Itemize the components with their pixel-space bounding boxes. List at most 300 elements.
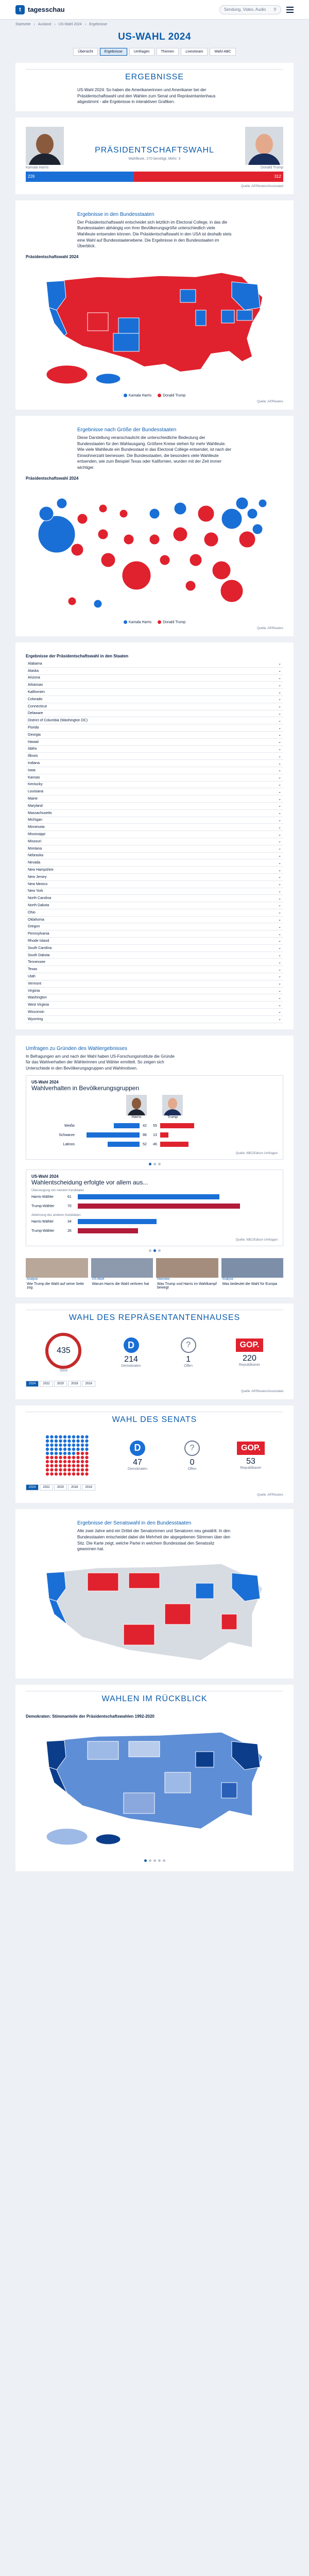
source-note: Quelle: AP/Reuters/Associated — [241, 184, 283, 188]
legend-dem: Kamala Harris — [124, 394, 151, 397]
state-bubble[interactable] — [99, 504, 107, 513]
year-tab[interactable]: 2024 — [26, 1484, 39, 1490]
senate-seat — [46, 1448, 49, 1451]
state-row[interactable] — [26, 1016, 283, 1023]
state-row[interactable] — [26, 767, 283, 774]
year-tab[interactable]: 2018 — [68, 1381, 81, 1387]
chevron-down-icon[interactable]: ⌄ — [278, 918, 281, 922]
state-row[interactable] — [26, 895, 283, 902]
state-row[interactable] — [26, 994, 283, 1002]
poll-row — [31, 1201, 278, 1211]
chevron-down-icon[interactable]: ⌄ — [278, 769, 281, 773]
section-title: WAHLEN IM RÜCKBLICK — [26, 1691, 283, 1709]
chevron-down-icon[interactable]: ⌄ — [278, 776, 281, 780]
state-row[interactable] — [26, 867, 283, 874]
senate-seat — [67, 1468, 71, 1471]
dem-value: 52 — [143, 1142, 147, 1146]
state-bubble[interactable] — [77, 514, 88, 524]
carousel-dots[interactable] — [26, 1163, 283, 1165]
gop-icon: GOP. — [236, 1338, 264, 1352]
senate-seat — [85, 1452, 88, 1455]
chevron-down-icon[interactable]: ⌄ — [278, 825, 281, 829]
state-name: Alabama — [28, 662, 42, 666]
state-name: Alaska — [28, 669, 39, 673]
state-bubble[interactable] — [252, 524, 263, 534]
state-bubble[interactable] — [124, 534, 134, 545]
state-name: Kansas — [28, 775, 40, 779]
carousel-dots[interactable] — [26, 1249, 283, 1252]
gop-icon: GOP. — [237, 1442, 265, 1455]
senate-seat — [72, 1460, 75, 1463]
senate-seat — [55, 1464, 58, 1467]
article-teaser[interactable]: Analyse Wie Trump die Wahl auf seine Seite zog — [26, 1258, 88, 1291]
state-name: Pennsylvania — [28, 932, 49, 936]
chevron-down-icon[interactable]: ⌄ — [278, 854, 281, 858]
breadcrumb-item[interactable]: US-Wahl 2024 — [58, 23, 82, 26]
chevron-down-icon[interactable]: ⌄ — [278, 960, 281, 964]
chevron-down-icon[interactable]: ⌄ — [278, 889, 281, 893]
senate-seat — [59, 1460, 62, 1463]
state-name: Iowa — [28, 768, 36, 772]
senate-seat — [59, 1464, 62, 1467]
state-bubble[interactable] — [119, 510, 128, 518]
search-placeholder: Sendung, Video, Audio — [224, 7, 266, 12]
state-row[interactable] — [26, 831, 283, 838]
chevron-down-icon[interactable]: ⌄ — [278, 683, 281, 687]
chevron-down-icon[interactable]: ⌄ — [278, 946, 281, 951]
chevron-down-icon[interactable]: ⌄ — [278, 740, 281, 744]
chevron-down-icon[interactable]: ⌄ — [278, 847, 281, 851]
article-teaser[interactable]: US-Wahl Warum Harris die Wahl verloren hat — [91, 1258, 153, 1291]
poll-row — [31, 1226, 278, 1235]
state-row[interactable] — [26, 788, 283, 795]
chevron-down-icon[interactable]: ⌄ — [278, 954, 281, 958]
tab-uebersicht[interactable]: Übersicht — [73, 48, 98, 56]
senate-seat — [46, 1435, 49, 1438]
chevron-down-icon[interactable]: ⌄ — [278, 904, 281, 908]
state-row[interactable] — [26, 917, 283, 924]
open-label: Offen — [184, 1364, 193, 1368]
logo-text[interactable]: tagesschau — [28, 6, 65, 13]
state-row[interactable] — [26, 888, 283, 895]
senate-section — [15, 1405, 294, 1503]
senate-seat — [63, 1456, 66, 1459]
senate-seat — [59, 1456, 62, 1459]
state-row[interactable] — [26, 988, 283, 995]
chevron-down-icon[interactable]: ⌄ — [278, 733, 281, 737]
map-title: Demokraten: Stimmanteile der Präsidentschaftswahlen 1992-2020 — [26, 1714, 154, 1719]
states-table-title: Ergebnisse der Präsidentschaftswahl in den Staaten — [26, 654, 129, 658]
state-row[interactable] — [26, 923, 283, 930]
state-row[interactable] — [26, 689, 283, 696]
chevron-down-icon[interactable]: ⌄ — [278, 726, 281, 730]
state-name: West Virginia — [28, 1003, 49, 1007]
search-icon[interactable]: ⚲ — [273, 7, 277, 12]
senate-seat — [46, 1444, 49, 1447]
state-bubble[interactable] — [98, 529, 108, 539]
state-bubble[interactable] — [259, 499, 267, 507]
senate-seat — [63, 1439, 66, 1443]
poll-row-label: Latinos — [63, 1142, 75, 1146]
state-name: Louisiana — [28, 790, 43, 794]
chevron-down-icon[interactable]: ⌄ — [278, 996, 281, 1000]
chevron-down-icon[interactable]: ⌄ — [278, 698, 281, 702]
chevron-down-icon[interactable]: ⌄ — [278, 747, 281, 751]
tab-livestream[interactable]: Livestream — [181, 48, 208, 56]
breadcrumb-item[interactable]: Startseite — [15, 23, 31, 26]
bubble-map-section — [15, 416, 294, 636]
subsection-title: Ergebnisse nach Größe der Bundesstaaten — [77, 427, 177, 433]
dem-electoral-bar: 226 — [26, 172, 134, 182]
chevron-down-icon[interactable]: ⌄ — [278, 719, 281, 723]
chevron-down-icon[interactable]: ⌄ — [278, 840, 281, 844]
rep-bar — [160, 1123, 194, 1128]
senate-seat — [67, 1460, 71, 1463]
state-row[interactable] — [26, 853, 283, 860]
state-name: Delaware — [28, 711, 43, 716]
dem-label: Demokraten — [127, 1467, 148, 1471]
senate-seat — [72, 1439, 75, 1443]
state-row[interactable] — [26, 973, 283, 980]
year-tab[interactable]: 2020 — [54, 1381, 67, 1387]
rep-value: 46 — [153, 1142, 157, 1146]
state-row[interactable] — [26, 902, 283, 909]
senate-seat — [50, 1468, 53, 1471]
poll-row — [31, 1121, 278, 1130]
poll-row-label: Schwarze — [59, 1133, 75, 1137]
chevron-down-icon[interactable]: ⌄ — [278, 1003, 281, 1007]
state-name: Virginia — [28, 989, 40, 993]
state-row[interactable] — [26, 1002, 283, 1009]
chevron-down-icon[interactable]: ⌄ — [278, 783, 281, 787]
state-row[interactable] — [26, 838, 283, 845]
state-row[interactable] — [26, 845, 283, 853]
state-row[interactable] — [26, 952, 283, 959]
rep-label: Republikaner — [238, 1363, 261, 1367]
senate-seat — [46, 1460, 49, 1463]
chevron-down-icon[interactable]: ⌄ — [278, 975, 281, 979]
breadcrumb: Startseite › Ausland › US-Wahl 2024 › Ergebnisse — [15, 23, 108, 26]
state-row[interactable] — [26, 966, 283, 973]
state-bubble[interactable] — [149, 509, 160, 519]
state-row[interactable] — [26, 732, 283, 739]
state-row[interactable] — [26, 881, 283, 888]
us-bubble-map[interactable] — [26, 483, 283, 617]
state-name: Tennessee — [28, 960, 45, 964]
state-row[interactable] — [26, 945, 283, 952]
state-bubble[interactable] — [173, 527, 187, 541]
state-bubble[interactable] — [221, 509, 242, 529]
poll-title: Wahlverhalten in Bevölkerungsgruppen — [31, 1084, 140, 1092]
states-list — [26, 660, 283, 1023]
state-bubble[interactable] — [174, 502, 186, 515]
state-name: Massachusetts — [28, 811, 52, 815]
senate-seat-grid — [44, 1435, 91, 1476]
senate-seat — [46, 1468, 49, 1471]
chevron-down-icon[interactable]: ⌄ — [278, 982, 281, 986]
state-name: South Dakota — [28, 953, 50, 957]
state-row[interactable] — [26, 675, 283, 682]
dem-bar — [87, 1132, 140, 1138]
state-bubble[interactable] — [212, 561, 231, 580]
year-tab[interactable]: 2016 — [82, 1381, 95, 1387]
chevron-down-icon[interactable]: ⌄ — [278, 797, 281, 801]
dem-bar — [108, 1142, 140, 1147]
state-row[interactable] — [26, 703, 283, 710]
state-name: Rhode Island — [28, 939, 49, 943]
state-name: Texas — [28, 968, 38, 972]
map-title: Präsidentschaftswahl 2024 — [26, 476, 79, 481]
state-row[interactable] — [26, 909, 283, 917]
state-name: Colorado — [28, 697, 43, 701]
senate-seat — [76, 1452, 79, 1455]
year-tab[interactable]: 2016 — [82, 1484, 95, 1490]
state-name: Kentucky — [28, 783, 43, 787]
state-row[interactable] — [26, 710, 283, 718]
rep-label: Republikaner — [240, 1466, 262, 1470]
state-row[interactable] — [26, 824, 283, 831]
year-tab[interactable]: 2018 — [68, 1484, 81, 1490]
chevron-down-icon[interactable]: ⌄ — [278, 705, 281, 709]
house-seat-circle: 435 — [45, 1333, 81, 1369]
state-bubble[interactable] — [101, 553, 115, 567]
state-bubble[interactable] — [236, 497, 248, 510]
rep-bar — [160, 1142, 188, 1147]
senate-seat — [67, 1456, 71, 1459]
state-row[interactable] — [26, 803, 283, 810]
senate-seat — [85, 1468, 88, 1471]
chevron-down-icon[interactable]: ⌄ — [278, 804, 281, 808]
chevron-down-icon[interactable]: ⌄ — [278, 690, 281, 694]
state-row[interactable] — [26, 739, 283, 746]
states-results-section — [15, 200, 294, 410]
source-note: Quelle: AP/Reuters/Associated — [241, 1390, 283, 1394]
senate-seat — [72, 1444, 75, 1447]
subsection-lead: Alle zwei Jahre wird ein Drittel der Senatorinnen und Senatoren neu gewählt. In den Bundesstaaten entscheidet dabei die Mehrheit der abgegebenen Stimmen über den Sitz. Die Karte zeigt, welche Partei in welchem Bundesstaat den Senatssitz gewonnen hat. — [77, 1529, 231, 1552]
senate-seat — [67, 1464, 71, 1467]
state-name: Oklahoma — [28, 918, 44, 922]
subsection-title: Ergebnisse der Senatswahl in den Bundesstaaten — [77, 1520, 192, 1527]
state-row[interactable] — [26, 696, 283, 703]
state-bubble[interactable] — [190, 554, 202, 566]
section-tabs — [0, 48, 309, 63]
state-row[interactable] — [26, 874, 283, 881]
tab-umfragen[interactable]: Umfragen — [129, 48, 154, 56]
tab-ergebnisse[interactable]: Ergebnisse — [100, 48, 127, 56]
chevron-down-icon[interactable]: ⌄ — [278, 662, 281, 666]
state-name: Illinois — [28, 754, 38, 758]
state-name: New Mexico — [28, 882, 48, 886]
subsection-lead: In Befragungen am und nach der Wahl haben US-Forschungsinstitute die Gründe für das Wahlverhalten der Wählerinnen und Wähler ermittelt. So zeigen sich Unterschiede in den Bevölkerungsgruppen und Wahlmotiven. — [26, 1054, 175, 1071]
senate-seat — [50, 1464, 53, 1467]
state-row[interactable] — [26, 682, 283, 689]
us-results-map[interactable] — [26, 261, 283, 390]
state-bubble[interactable] — [239, 531, 255, 548]
chevron-down-icon[interactable]: ⌄ — [278, 761, 281, 766]
senate-seat — [55, 1460, 58, 1463]
state-name: North Dakota — [28, 903, 49, 907]
open-seats: 1 — [186, 1355, 191, 1364]
state-name: Washington — [28, 996, 47, 1000]
senate-seat — [63, 1460, 66, 1463]
state-bubble[interactable] — [185, 581, 196, 591]
poll-row-label: Trump-Wähler — [31, 1204, 55, 1208]
senate-seat — [81, 1439, 84, 1443]
senate-seat — [72, 1456, 75, 1459]
state-bubble[interactable] — [247, 509, 258, 519]
carousel-dots[interactable] — [26, 1859, 283, 1862]
state-row[interactable] — [26, 930, 283, 938]
state-row[interactable] — [26, 817, 283, 824]
president-title: PRÄSIDENTSCHAFTSWAHL — [95, 145, 214, 155]
chevron-down-icon[interactable]: ⌄ — [278, 925, 281, 929]
article-teaser[interactable]: Interview Was Trump und Harris im Wahlkampf bewegt — [156, 1258, 218, 1291]
state-row[interactable] — [26, 660, 283, 668]
year-filter — [26, 1484, 283, 1490]
senate-map[interactable] — [26, 1552, 283, 1671]
state-bubble[interactable] — [160, 555, 170, 565]
chevron-down-icon[interactable]: ⌄ — [278, 790, 281, 794]
dem-bar — [114, 1123, 140, 1128]
senate-seat — [72, 1452, 75, 1455]
subsection-title: Umfragen zu Gründen des Wahlergebnisses — [26, 1045, 127, 1052]
state-name: New Hampshire — [28, 868, 54, 872]
state-row[interactable] — [26, 746, 283, 753]
state-bubble[interactable] — [198, 505, 214, 522]
poll-col-harris: Harris — [131, 1115, 142, 1120]
senate-seat — [63, 1468, 66, 1471]
state-row[interactable] — [26, 859, 283, 867]
state-bubble[interactable] — [68, 597, 76, 605]
search-input[interactable] — [219, 5, 281, 14]
open-seats: 0 — [190, 1458, 195, 1467]
poll-bar — [78, 1204, 240, 1209]
senate-seat — [85, 1435, 88, 1438]
chevron-down-icon[interactable]: ⌄ — [278, 932, 281, 936]
chevron-down-icon[interactable]: ⌄ — [278, 939, 281, 943]
state-row[interactable] — [26, 1009, 283, 1016]
year-tab[interactable]: 2022 — [40, 1381, 53, 1387]
subsection-lead: Diese Darstellung veranschaulicht die unterschiedliche Bedeutung der Bundesstaaten für den Wahlausgang. Größere Kreise stehen für mehr Wahlleute. Wie viele Wahlleute ein Bundesstaat in das Electoral College entsendet, ist nach der Einwohnerzahl bemessen. Die Bundesstaaten, die besonders viele Wahlleute entsenden, wie zum Beispiel Texas oder Kalifornien, wurden mit der Zeit immer wichtiger. — [77, 435, 231, 470]
state-name: South Carolina — [28, 946, 52, 950]
breadcrumb-item[interactable]: Ausland — [38, 23, 52, 26]
state-row[interactable] — [26, 810, 283, 817]
state-bubble[interactable] — [57, 498, 67, 509]
senate-seat — [50, 1456, 53, 1459]
senate-seat — [85, 1444, 88, 1447]
chevron-down-icon[interactable]: ⌄ — [278, 811, 281, 816]
senate-seat — [76, 1439, 79, 1443]
state-bubble[interactable] — [71, 544, 83, 556]
senate-seat — [76, 1472, 79, 1476]
state-row[interactable] — [26, 938, 283, 945]
state-row[interactable] — [26, 782, 283, 789]
senate-seat — [55, 1444, 58, 1447]
poll-row-label: Harris-Wähler — [31, 1219, 54, 1224]
state-row[interactable] — [26, 717, 283, 724]
chevron-down-icon[interactable]: ⌄ — [278, 711, 281, 716]
state-name: Connecticut — [28, 704, 47, 708]
senate-seat — [76, 1468, 79, 1471]
senate-seat — [50, 1439, 53, 1443]
state-bubble[interactable] — [220, 580, 243, 602]
source-note: Quelle: NBC/Edison Umfragen — [235, 1152, 278, 1156]
tab-themen[interactable]: Themen — [157, 48, 179, 56]
chevron-down-icon[interactable]: ⌄ — [278, 754, 281, 758]
president-section — [15, 117, 294, 194]
chevron-down-icon[interactable]: ⌄ — [278, 676, 281, 680]
chevron-down-icon[interactable]: ⌄ — [278, 896, 281, 901]
state-row[interactable] — [26, 760, 283, 767]
state-row[interactable] — [26, 753, 283, 760]
state-name: Georgia — [28, 733, 41, 737]
state-row[interactable] — [26, 795, 283, 803]
chevron-down-icon[interactable]: ⌄ — [278, 818, 281, 822]
map-legend — [26, 394, 283, 397]
history-map[interactable] — [26, 1721, 283, 1855]
state-bubble[interactable] — [94, 600, 102, 608]
chevron-down-icon[interactable]: ⌄ — [278, 911, 281, 915]
menu-icon[interactable] — [286, 7, 294, 13]
chevron-down-icon[interactable]: ⌄ — [278, 875, 281, 879]
state-name: Utah — [28, 974, 36, 978]
senate-seat — [72, 1468, 75, 1471]
chevron-down-icon[interactable]: ⌄ — [278, 669, 281, 673]
senate-seat — [55, 1472, 58, 1476]
chevron-down-icon[interactable]: ⌄ — [278, 883, 281, 887]
logo-icon[interactable]: t — [15, 5, 25, 14]
tab-wahl-abc[interactable]: Wahl-ABC — [210, 48, 235, 56]
states-table-section — [15, 642, 294, 1029]
year-tab[interactable]: 2020 — [54, 1484, 67, 1490]
democrat-icon: D — [130, 1440, 145, 1456]
chevron-down-icon[interactable]: ⌄ — [278, 989, 281, 993]
article-teaser[interactable]: Analyse Was bedeutet die Wahl für Europa — [221, 1258, 284, 1291]
state-bubble[interactable] — [149, 534, 160, 545]
state-row[interactable] — [26, 774, 283, 782]
senate-seat — [85, 1464, 88, 1467]
source-note: Quelle: AP/Reuters — [256, 1494, 283, 1497]
state-name: New York — [28, 889, 43, 893]
senate-seat — [67, 1452, 71, 1455]
senate-seat — [67, 1448, 71, 1451]
senate-seat — [46, 1464, 49, 1467]
chevron-down-icon[interactable]: ⌄ — [278, 968, 281, 972]
state-bubble[interactable] — [38, 516, 75, 553]
state-bubble[interactable] — [204, 532, 218, 547]
legend-rep: Donald Trump — [158, 620, 185, 624]
chevron-down-icon[interactable]: ⌄ — [278, 868, 281, 872]
year-tab[interactable]: 2024 — [26, 1381, 39, 1387]
ergebnisse-section — [15, 63, 294, 111]
chevron-down-icon[interactable]: ⌄ — [278, 833, 281, 837]
year-tab[interactable]: 2022 — [40, 1484, 53, 1490]
state-bubble[interactable] — [39, 506, 54, 521]
chevron-down-icon[interactable]: ⌄ — [278, 1010, 281, 1014]
state-bubble[interactable] — [122, 561, 151, 590]
chevron-down-icon[interactable]: ⌄ — [278, 1018, 281, 1022]
senate-seat — [85, 1448, 88, 1451]
state-row[interactable] — [26, 980, 283, 988]
state-name: New Jersey — [28, 875, 47, 879]
senate-seat — [59, 1444, 62, 1447]
chevron-down-icon[interactable]: ⌄ — [278, 861, 281, 865]
state-row[interactable] — [26, 668, 283, 675]
poll-value: 61 — [67, 1195, 72, 1199]
state-row[interactable] — [26, 959, 283, 966]
senate-seat — [59, 1452, 62, 1455]
state-row[interactable] — [26, 724, 283, 732]
